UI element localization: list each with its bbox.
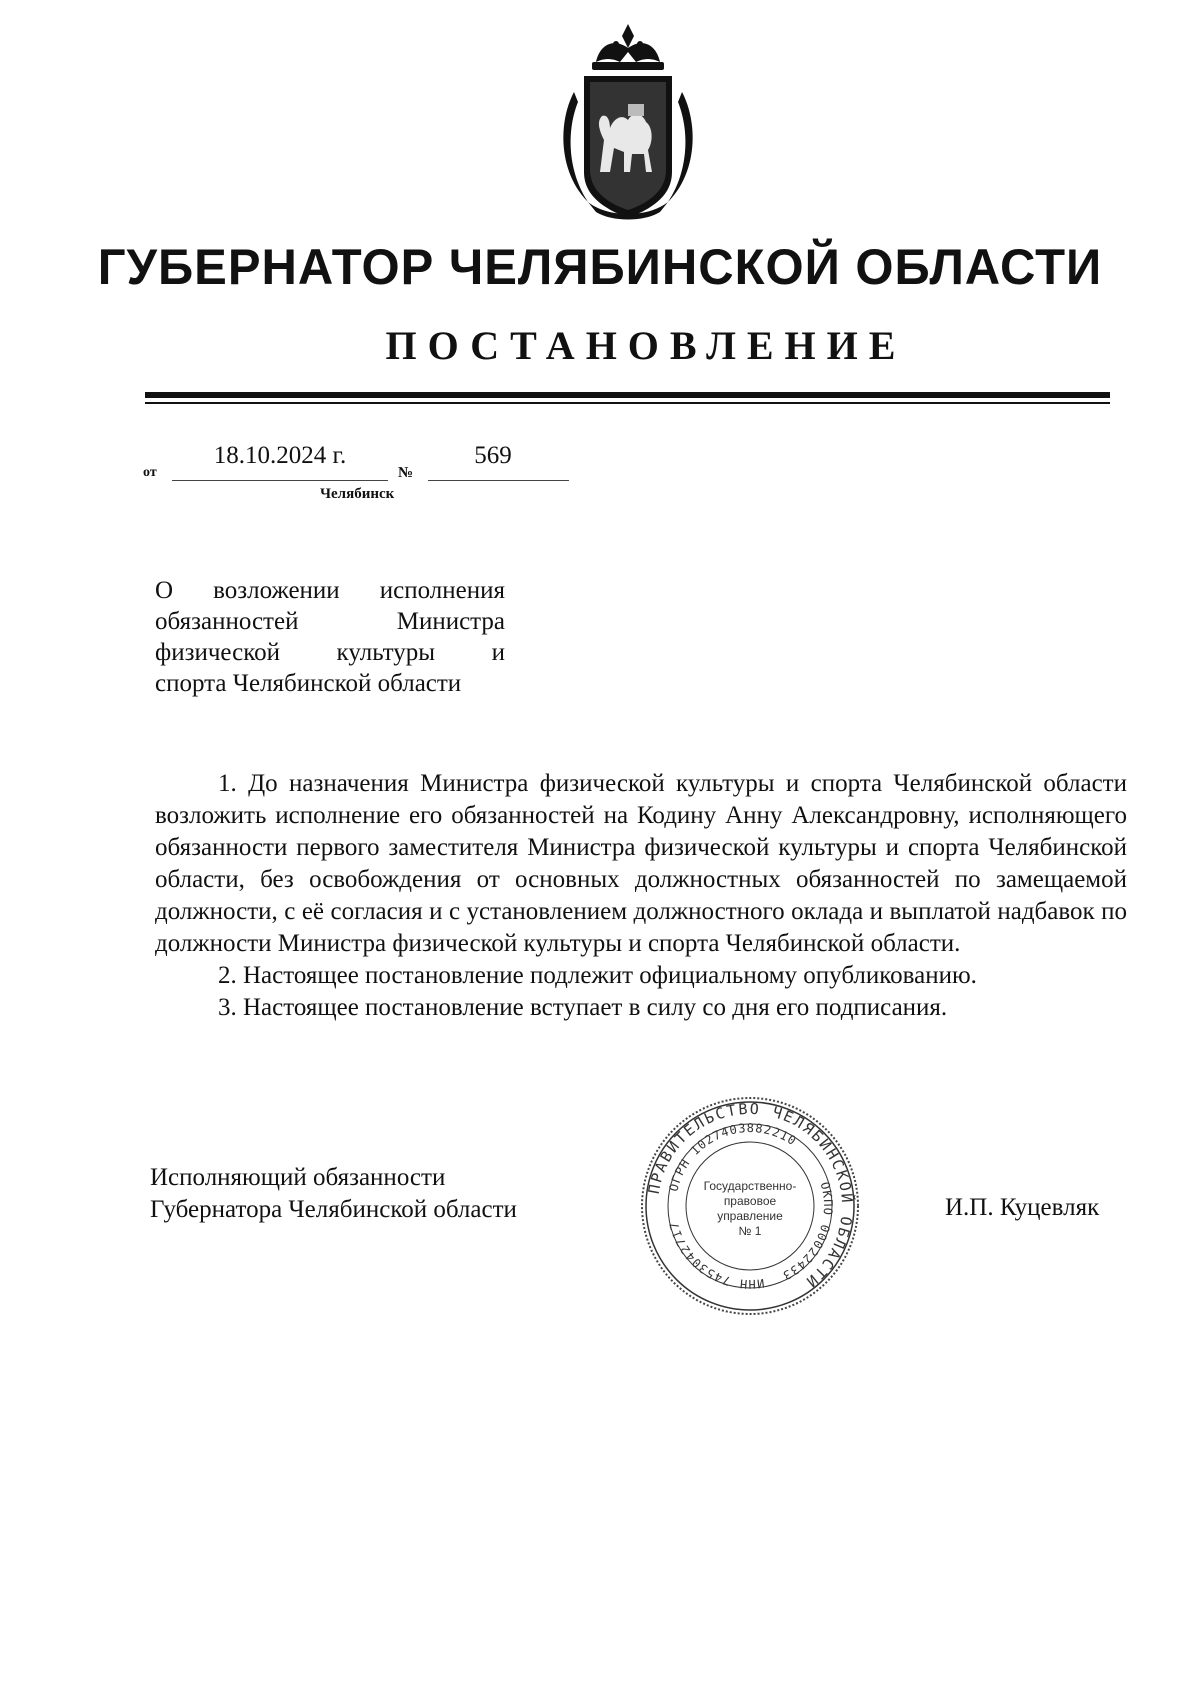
signatory-position-line: Исполняющий обязанности [150,1164,446,1191]
official-seal-icon [630,1090,870,1322]
signatory-position [150,1162,517,1226]
subject-line: физической культуры и [155,639,505,666]
svg-text:ПРАВИТЕЛЬСТВО ЧЕЛЯБИНСКОЙ ОБЛА: ПРАВИТЕЛЬСТВО ЧЕЛЯБИНСКОЙ ОБЛАСТИ [644,1099,857,1292]
svg-text:Государственно-: Государственно- [703,1179,797,1193]
number-underline [428,480,569,481]
signatory-position-line: Губернатора Челябинской области [150,1196,517,1223]
document-date: 18.10.2024 г. [213,442,347,469]
subject-line: обязанностей Министра [155,608,505,635]
document-type: ПОСТАНОВЛЕНИЕ [385,323,907,368]
header-divider-thick [145,392,1110,398]
body-paragraph: 3. Настоящее постановление вступает в силу со дня его подписания. [218,994,948,1021]
document-number: 569 [474,442,512,469]
svg-text:управление: управление [717,1209,783,1223]
svg-text:ОКПО 00022433: ОКПО 00022433 [779,1180,836,1283]
svg-text:№ 1: № 1 [738,1224,762,1238]
document-subject [155,575,505,699]
date-underline [172,480,388,481]
svg-text:ОГРН 1027403882210: ОГРН 1027403882210 [666,1120,800,1193]
subject-line: О возложении исполнения [155,577,505,604]
date-prefix: от [143,465,157,480]
document-body [155,768,1127,1024]
number-sign: № [398,465,414,481]
coat-of-arms-icon [548,22,708,228]
organization-title: ГУБЕРНАТОР ЧЕЛЯБИНСКОЙ ОБЛАСТИ [97,239,1103,295]
svg-text:правовое: правовое [723,1194,777,1208]
body-paragraph: 1. До назначения Министра физической культуры и спорта Челябинской области возложить исполнение его обязанностей на Кодину Анну Александровну, исполняющего обязанности первого заместителя Министра физической культуры и спорта Челябинской области, без освобождения от основных должностных обязанностей по замещаемой должности, с её согласия и с установлением должностного оклада и выплатой надбавок по должности Министра физической культуры и спорта Челябинской области. [155,770,1127,957]
svg-text:ИНН 7453042717: ИНН 7453042717 [666,1219,766,1292]
city: Челябинск [320,486,395,502]
subject-line: спорта Челябинской области [155,670,462,697]
signatory-name: И.П. Куцевляк [945,1194,1100,1221]
body-paragraph: 2. Настоящее постановление подлежит официальному опубликованию. [218,962,977,989]
header-divider-thin [145,402,1110,404]
